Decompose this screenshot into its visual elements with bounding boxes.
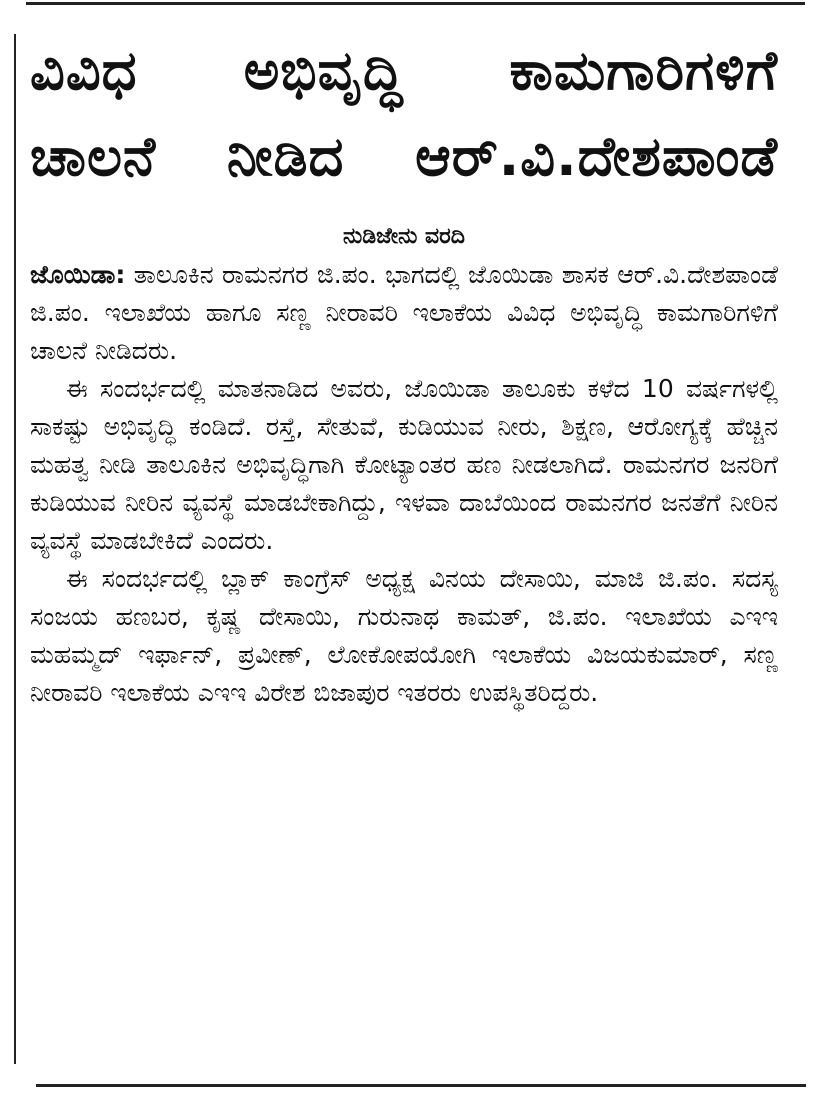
headline-line-2: ಚಾಲನೆ ನೀಡಿದ ಆರ್.ವಿ.ದೇಶಪಾಂಡೆ [30, 125, 778, 188]
byline: ನುಡಿಜೇನು ವರದಿ [343, 224, 465, 249]
headline-line-1: ವಿವಿಧ ಅಭಿವೃದ್ಧಿ ಕಾಮಗಾರಿಗಳಿಗೆ [30, 39, 778, 102]
paragraph-1-text: ತಾಲೂಕಿನ ರಾಮನಗರ ಜಿ.ಪಂ. ಭಾಗದಲ್ಲಿ ಜೊಯಿಡಾ ಶಾಸಕ ಆರ್.ವಿ.ದೇಶಪಾಂಡೆ ಜಿ.ಪಂ. ಇಲಾಖೆಯ ಹಾಗೂ ಸಣ್ಣ ನೀರಾವರಿ ಇಲಾಕೆಯ ವಿವಿಧ ಅಭಿವೃದ್ಧಿ ಕಾಮಗಾರಿಗಳಿಗೆ ಚಾಲನೆ ನೀಡಿದರು. [30, 260, 778, 365]
headline [30, 28, 778, 200]
top-rule [26, 2, 805, 5]
paragraph-3: ಈ ಸಂದರ್ಭದಲ್ಲಿ ಬ್ಲಾಕ್ ಕಾಂಗ್ರೆಸ್ ಅಧ್ಯಕ್ಷ ವಿನಯ ದೇಸಾಯಿ, ಮಾಜಿ ಜಿ.ಪಂ. ಸದಸ್ಯ ಸಂಜಯ ಹಣಬರ, ಕೃಷ್ಣ ದೇಸಾಯಿ, ಗುರುನಾಥ ಕಾಮತ್, ಜಿ.ಪಂ. ಇಲಾಖೆಯ ಎಇಇ ಮಹಮ್ಮದ್ ಇರ್ಫಾನ್, ಪ್ರವೀಣ್, ಲೋಕೋಪಯೋಗಿ ಇಲಾಕೆಯ ವಿಜಯಕುಮಾರ್, ಸಣ್ಣ ನೀರಾವರಿ ಇಲಾಕೆಯ ಎಇಇ ವಿರೇಶ ಬಿಜಾಪುರ ಇತರರು ಉಪಸ್ಥಿತರಿದ್ದರು. [30, 564, 778, 707]
bottom-rule [36, 1084, 806, 1087]
left-column-rule [14, 34, 16, 1064]
dateline: ಜೊಯಿಡಾ: [30, 260, 126, 289]
paragraph-1 [30, 256, 778, 370]
paragraph-2: ಈ ಸಂದರ್ಭದಲ್ಲಿ ಮಾತನಾಡಿದ ಅವರು, ಜೊಯಿಡಾ ತಾಲೂಕು ಕಳೆದ 10 ವರ್ಷಗಳಲ್ಲಿ ಸಾಕಷ್ಟು ಅಭಿವೃದ್ಧಿ ಕಂಡಿದೆ. ರಸ್ತೆ, ಸೇತುವೆ, ಕುಡಿಯುವ ನೀರು, ಶಿಕ್ಷಣ, ಆರೋಗ್ಯಕ್ಕೆ ಹೆಚ್ಚಿನ ಮಹತ್ವ ನೀಡಿ ತಾಲೂಕಿನ ಅಭಿವೃದ್ಧಿಗಾಗಿ ಕೋಟ್ಯಾಂತರ ಹಣ ನೀಡಲಾಗಿದೆ. ರಾಮನಗರ ಜನರಿಗೆ ಕುಡಿಯುವ ನೀರಿನ ವ್ಯವಸ್ಥೆ ಮಾಡಬೇಕಾಗಿದ್ದು, ಇಳವಾ ದಾಬೆಯಿಂದ ರಾಮನಗರ ಜನತೆಗೆ ನೀರಿನ ವ್ಯವಸ್ಥೆ ಮಾಡಬೇಕಿದೆ ಎಂದರು. [30, 374, 778, 555]
news-article [30, 28, 778, 712]
